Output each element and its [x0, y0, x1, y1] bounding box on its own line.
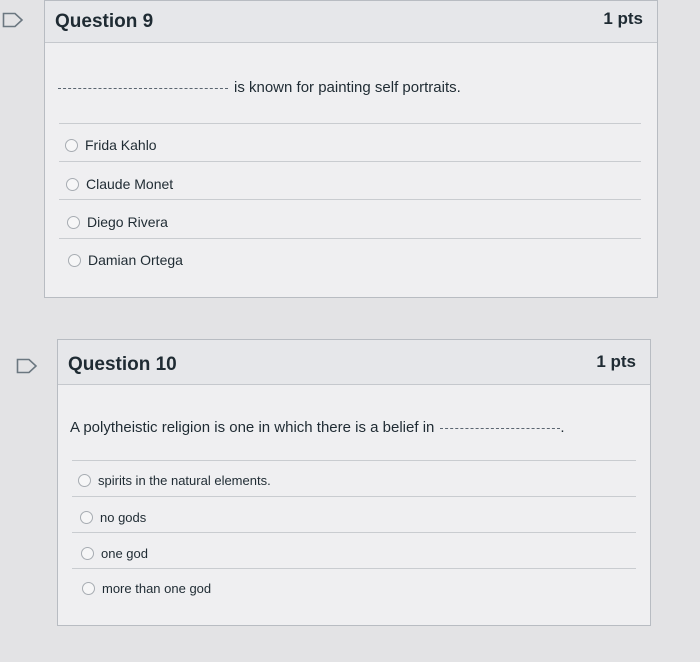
answer-label: more than one god: [102, 581, 212, 596]
answer-option[interactable]: [65, 137, 157, 153]
answer-option[interactable]: [81, 546, 148, 561]
answer-label: Claude Monet: [86, 176, 174, 192]
prompt-text: A polytheistic religion is one in which there is a belief in: [70, 419, 435, 436]
answer-label: one god: [101, 546, 148, 561]
divider: [72, 568, 636, 569]
answer-label: no gods: [100, 510, 147, 525]
flag-question-icon[interactable]: [16, 358, 38, 374]
question-header: [58, 340, 650, 385]
question-card: [44, 0, 658, 298]
answer-label: spirits in the natural elements.: [98, 473, 271, 488]
question-title: Question 10: [68, 354, 177, 375]
radio-button[interactable]: [66, 178, 79, 191]
radio-button[interactable]: [78, 474, 91, 487]
divider: [59, 123, 641, 124]
question-title: Question 9: [55, 11, 154, 32]
divider: [72, 496, 636, 497]
answer-option[interactable]: [80, 510, 146, 525]
divider: [59, 161, 641, 162]
divider: [59, 199, 641, 200]
question-prompt: [70, 419, 565, 436]
prompt-end: .: [560, 419, 565, 436]
answer-label: Diego Rivera: [87, 214, 168, 230]
divider: [72, 532, 636, 533]
radio-button[interactable]: [81, 547, 94, 560]
answer-label: Damian Ortega: [88, 252, 183, 268]
radio-button[interactable]: [68, 254, 81, 267]
fill-in-blank: [58, 88, 228, 89]
fill-in-blank: [440, 428, 560, 429]
question-points: 1 pts: [596, 352, 636, 371]
answer-option[interactable]: [66, 176, 173, 192]
radio-button[interactable]: [80, 511, 93, 524]
flag-question-icon[interactable]: [2, 12, 24, 28]
divider: [72, 460, 636, 461]
radio-button[interactable]: [82, 582, 95, 595]
answer-label: Frida Kahlo: [85, 137, 157, 153]
answer-option[interactable]: [67, 214, 168, 230]
answer-option[interactable]: [68, 252, 183, 268]
divider: [59, 238, 641, 239]
answer-option[interactable]: [78, 473, 271, 488]
radio-button[interactable]: [67, 216, 80, 229]
question-prompt: [58, 79, 461, 96]
question-card: [57, 339, 651, 626]
question-header: [45, 1, 657, 43]
prompt-text: is known for painting self portraits.: [234, 79, 461, 96]
question-points: 1 pts: [603, 9, 643, 28]
radio-button[interactable]: [65, 139, 78, 152]
answer-option[interactable]: [82, 581, 211, 596]
